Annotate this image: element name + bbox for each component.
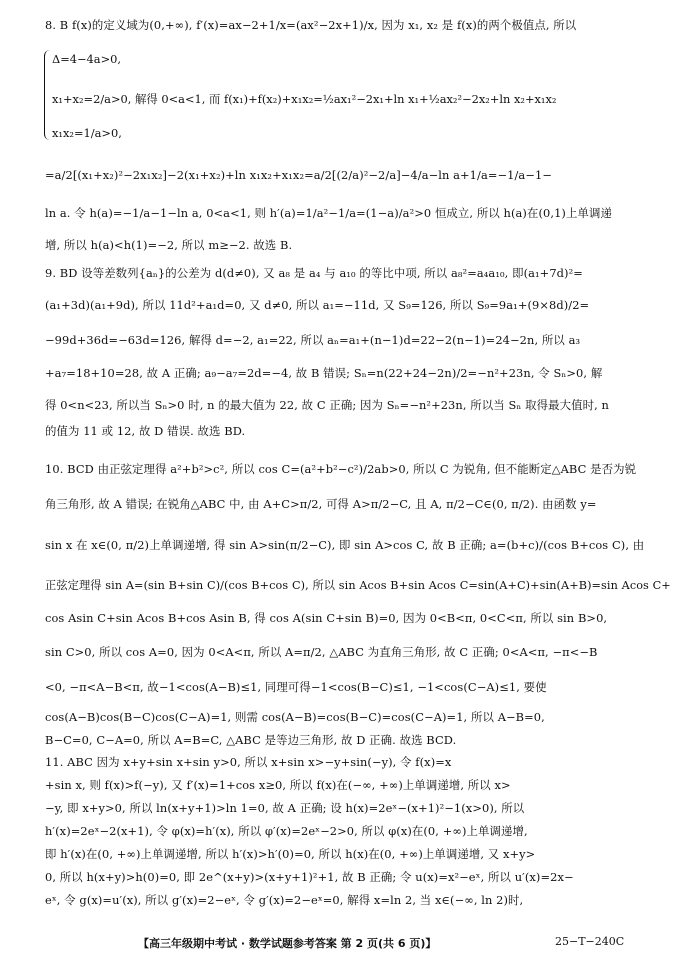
text-line: cos Asin C+sin Acos B+cos Asin B, 得 cos A(sin C+sin B)=0, 因为 0<B<π, 0<C<π, 所以 sin B>0, (45, 611, 608, 625)
text-line: 增, 所以 h(a)<h(1)=−2, 所以 m≥−2. 故选 B. (45, 238, 293, 252)
text-line: ln a. 令 h(a)=−1/a−1−ln a, 0<a<1, 则 h′(a)=1/a²−1/a=(1−a)/a²>0 恒成立, 所以 h(a)在(0,1)上单调递 (45, 206, 612, 220)
text-line: <0, −π<A−B<π, 故−1<cos(A−B)≤1, 同理可得−1<cos(B−C)≤1, −1<cos(C−A)≤1, 要使 (45, 680, 547, 694)
text-line: =a/2[(x₁+x₂)²−2x₁x₂]−2(x₁+x₂)+ln x₁x₂+x₁x₂=a/2[(2/a)²−2/a]−4/a−ln a+1/a=−1/a−1− (45, 168, 552, 182)
text-line: 11. ABC 因为 x+y+sin x+sin y>0, 所以 x+sin x>−y+sin(−y), 令 f(x)=x (45, 755, 452, 769)
text-line: 即 h′(x)在(0, +∞)上单调递增, 所以 h′(x)>h′(0)=0, 所以 h(x)在(0, +∞)上单调递增, 又 x+y> (45, 847, 536, 861)
footer-code: 25−T−240C (555, 935, 625, 948)
system-line: x₁x₂=1/a>0, (52, 126, 122, 140)
text-line: 9. BD 设等差数列{aₙ}的公差为 d(d≠0), 又 a₈ 是 a₄ 与 a₁₀ 的等比中项, 所以 a₈²=a₄a₁₀, 即(a₁+7d)²= (45, 266, 583, 280)
text-line: −99d+36d=−63d=126, 解得 d=−2, a₁=22, 所以 aₙ=a₁+(n−1)d=22−2(n−1)=24−2n, 所以 a₃ (45, 333, 581, 347)
system-line: Δ=4−4a>0, (52, 52, 122, 66)
text-line: B−C=0, C−A=0, 所以 A=B=C, △ABC 是等边三角形, 故 D 正确. 故选 BCD. (45, 733, 457, 747)
text-line: 0, 所以 h(x+y)>h(0)=0, 即 2e^(x+y)>(x+y+1)²+1, 故 B 正确; 令 u(x)=x²−eˣ, 所以 u′(x)=2x− (45, 870, 574, 884)
system-line: x₁+x₂=2/a>0, 解得 0<a<1, 而 f(x₁)+f(x₂)+x₁x₂=½ax₁²−2x₁+ln x₁+½ax₂²−2x₂+ln x₂+x₁x₂ (52, 92, 557, 106)
text-line: eˣ, 令 g(x)=u′(x), 所以 g′(x)=2−eˣ, 令 g′(x)=2−eˣ=0, 解得 x=ln 2, 当 x∈(−∞, ln 2)时, (45, 893, 524, 907)
text-line: +sin x, 则 f(x)>f(−y), 又 f′(x)=1+cos x≥0, 所以 f(x)在(−∞, +∞)上单调递增, 所以 x> (45, 778, 511, 792)
text-line: +a₇=18+10=28, 故 A 正确; a₉−a₇=2d=−4, 故 B 错误; Sₙ=n(22+24−2n)/2=−n²+23n, 令 Sₙ>0, 解 (45, 366, 603, 380)
text-line: 的值为 11 或 12, 故 D 错误. 故选 BD. (45, 424, 246, 438)
text-line: 8. B f(x)的定义域为(0,+∞), f′(x)=ax−2+1/x=(ax²−2x+1)/x, 因为 x₁, x₂ 是 f(x)的两个极值点, 所以 (45, 18, 577, 32)
text-line: 正弦定理得 sin A=(sin B+sin C)/(cos B+cos C), 所以 sin Acos B+sin Acos C=sin(A+C)+sin(A+B)=sin Acos C+ (45, 578, 671, 592)
text-line: sin x 在 x∈(0, π/2)上单调递增, 得 sin A>sin(π/2−C), 即 sin A>cos C, 故 B 正确; a=(b+c)/(cos B+cos C), 由 (45, 538, 645, 552)
text-line: h′(x)=2eˣ−2(x+1), 令 φ(x)=h′(x), 所以 φ′(x)=2eˣ−2>0, 所以 φ(x)在(0, +∞)上单调递增, (45, 824, 528, 838)
text-line: (a₁+3d)(a₁+9d), 所以 11d²+a₁d=0, 又 d≠0, 所以 a₁=−11d, 又 S₉=126, 所以 S₉=9a₁+(9×8d)/2= (45, 298, 590, 312)
text-line: cos(A−B)cos(B−C)cos(C−A)=1, 则需 cos(A−B)=cos(B−C)=cos(C−A)=1, 所以 A−B=0, (45, 710, 545, 724)
text-line: 10. BCD 由正弦定理得 a²+b²>c², 所以 cos C=(a²+b²−c²)/2ab>0, 所以 C 为锐角, 但不能断定△ABC 是否为锐 (45, 462, 637, 476)
text-line: 得 0<n<23, 所以当 Sₙ>0 时, n 的最大值为 22, 故 C 正确; 因为 Sₙ=−n²+23n, 所以当 Sₙ 取得最大值时, n (45, 398, 609, 412)
text-line: −y, 即 x+y>0, 所以 ln(x+y+1)>ln 1=0, 故 A 正确; 设 h(x)=2eˣ−(x+1)²−1(x>0), 所以 (45, 801, 525, 815)
text-line: 角三角形, 故 A 错误; 在锐角△ABC 中, 由 A+C>π/2, 可得 A>π/2−C, 且 A, π/2−C∈(0, π/2). 由函数 y= (45, 497, 597, 511)
text-line: sin C>0, 所以 cos A=0, 因为 0<A<π, 所以 A=π/2, △ABC 为直角三角形, 故 C 正确; 0<A<π, −π<−B (45, 645, 598, 659)
footer-title: 【高三年级期中考试 · 数学试题参考答案 第 2 页(共 6 页)】 (138, 937, 437, 950)
